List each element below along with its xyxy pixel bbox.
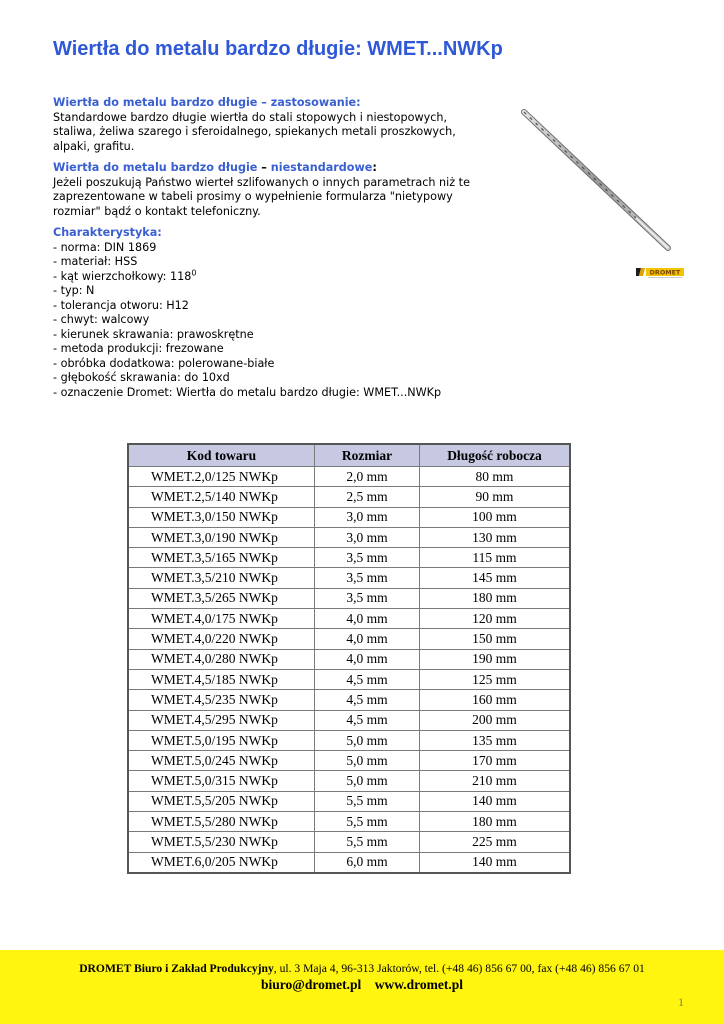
usage-text: Standardowe bardzo długie wiertła do stali stopowych i niestopowych, staliwa, żeliwa szarego i sferoidalnego, spiekanych metali proszkowych, alpaki, grafitu.	[53, 110, 456, 153]
cell-code: WMET.4,0/220 NWKp	[128, 629, 315, 649]
cell-code: WMET.3,0/190 NWKp	[128, 527, 315, 547]
footer-contact-line	[0, 977, 724, 993]
cell-size: 3,0 mm	[315, 507, 420, 527]
footer-address: , ul. 3 Maja 4, 96-313 Jaktorów, tel. (+48 46) 856 67 00, fax (+48 46) 856 67 01	[273, 962, 645, 975]
characteristics-list	[53, 241, 493, 401]
cell-length: 130 mm	[420, 527, 571, 547]
char-item-type: - typ: N	[53, 284, 95, 297]
cell-code: WMET.4,5/235 NWKp	[128, 690, 315, 710]
cell-length: 170 mm	[420, 751, 571, 771]
cell-size: 3,5 mm	[315, 548, 420, 568]
table-row	[128, 812, 570, 832]
cell-length: 180 mm	[420, 812, 571, 832]
cell-size: 4,0 mm	[315, 609, 420, 629]
usage-section	[53, 96, 493, 154]
table-row	[128, 588, 570, 608]
cell-size: 5,0 mm	[315, 730, 420, 750]
logo-text: DROMET	[649, 268, 681, 277]
page-title: Wiertła do metalu bardzo długie: WMET...NWKp	[53, 38, 503, 60]
char-item-norm: - norma: DIN 1869	[53, 240, 157, 254]
cell-size: 4,0 mm	[315, 649, 420, 669]
cell-size: 2,0 mm	[315, 467, 420, 487]
cell-size: 5,0 mm	[315, 771, 420, 791]
cell-code: WMET.4,0/280 NWKp	[128, 649, 315, 669]
header-code: Kod towaru	[128, 444, 315, 467]
cell-length: 150 mm	[420, 629, 571, 649]
cell-size: 5,5 mm	[315, 832, 420, 852]
cell-length: 100 mm	[420, 507, 571, 527]
table-row	[128, 507, 570, 527]
nonstandard-heading-b: niestandardowe	[270, 161, 373, 174]
char-item-depth: - głębokość skrawania: do 10xd	[53, 371, 230, 384]
table-row	[128, 852, 570, 873]
cell-size: 5,5 mm	[315, 812, 420, 832]
cell-code: WMET.3,5/265 NWKp	[128, 588, 315, 608]
cell-size: 6,0 mm	[315, 852, 420, 873]
table-row	[128, 730, 570, 750]
char-item-material: - materiał: HSS	[53, 255, 138, 268]
table-row	[128, 690, 570, 710]
cell-size: 3,5 mm	[315, 568, 420, 588]
table-body	[128, 467, 570, 873]
cell-length: 125 mm	[420, 669, 571, 689]
cell-code: WMET.4,5/185 NWKp	[128, 669, 315, 689]
cell-size: 5,0 mm	[315, 751, 420, 771]
product-table	[127, 443, 571, 874]
cell-code: WMET.4,5/295 NWKp	[128, 710, 315, 730]
table-row	[128, 568, 570, 588]
footer-website[interactable]: www.dromet.pl	[374, 977, 463, 992]
cell-code: WMET.6,0/205 NWKp	[128, 852, 315, 873]
header-size: Rozmiar	[315, 444, 420, 467]
nonstandard-heading	[53, 161, 493, 176]
footer-company: DROMET Biuro i Zakład Produkcyjny	[79, 962, 274, 975]
cell-code: WMET.5,0/315 NWKp	[128, 771, 315, 791]
usage-heading: Wiertła do metalu bardzo długie – zastosowanie:	[53, 96, 361, 109]
table-header-row	[128, 444, 570, 467]
nonstandard-heading-a: Wiertła do metalu bardzo długie	[53, 161, 258, 174]
table-row	[128, 669, 570, 689]
table-row	[128, 548, 570, 568]
cell-code: WMET.3,0/150 NWKp	[128, 507, 315, 527]
cell-code: WMET.5,5/280 NWKp	[128, 812, 315, 832]
description-block	[53, 96, 493, 407]
cell-length: 160 mm	[420, 690, 571, 710]
table-row	[128, 629, 570, 649]
nonstandard-heading-dash: –	[257, 161, 271, 174]
table-row	[128, 832, 570, 852]
table-row	[128, 527, 570, 547]
cell-length: 140 mm	[420, 791, 571, 811]
footer-email[interactable]: biuro@dromet.pl	[261, 977, 362, 992]
cell-code: WMET.5,0/195 NWKp	[128, 730, 315, 750]
char-item-designation: - oznaczenie Dromet: Wiertła do metalu bardzo długie: WMET...NWKp	[53, 385, 442, 399]
cell-size: 3,0 mm	[315, 527, 420, 547]
char-item-direction: - kierunek skrawania: prawoskrętne	[53, 327, 254, 341]
table-row	[128, 710, 570, 730]
footer-address-line	[0, 962, 724, 975]
cell-size: 2,5 mm	[315, 487, 420, 507]
table-row	[128, 487, 570, 507]
header-length: Długość robocza	[420, 444, 571, 467]
cell-length: 80 mm	[420, 467, 571, 487]
dromet-logo	[636, 265, 686, 279]
cell-code: WMET.5,5/230 NWKp	[128, 832, 315, 852]
cell-size: 4,0 mm	[315, 629, 420, 649]
char-item-tolerance: - tolerancja otworu: H12	[53, 298, 189, 312]
cell-length: 135 mm	[420, 730, 571, 750]
characteristics-section	[53, 226, 493, 400]
cell-length: 90 mm	[420, 487, 571, 507]
char-item-angle	[53, 267, 493, 285]
page-footer	[0, 950, 724, 1024]
cell-length: 225 mm	[420, 832, 571, 852]
cell-size: 3,5 mm	[315, 588, 420, 608]
char-item-finish: - obróbka dodatkowa: polerowane-białe	[53, 356, 275, 370]
cell-size: 4,5 mm	[315, 690, 420, 710]
cell-length: 200 mm	[420, 710, 571, 730]
cell-code: WMET.4,0/175 NWKp	[128, 609, 315, 629]
cell-length: 115 mm	[420, 548, 571, 568]
cell-length: 140 mm	[420, 852, 571, 873]
cell-length: 190 mm	[420, 649, 571, 669]
cell-code: WMET.3,5/165 NWKp	[128, 548, 315, 568]
cell-size: 4,5 mm	[315, 710, 420, 730]
cell-code: WMET.3,5/210 NWKp	[128, 568, 315, 588]
char-item-shank: - chwyt: walcowy	[53, 313, 150, 326]
nonstandard-section	[53, 161, 493, 219]
cell-code: WMET.2,0/125 NWKp	[128, 467, 315, 487]
table-row	[128, 771, 570, 791]
table-row	[128, 751, 570, 771]
cell-size: 5,5 mm	[315, 791, 420, 811]
nonstandard-heading-colon: :	[372, 161, 377, 174]
cell-size: 4,5 mm	[315, 669, 420, 689]
table-row	[128, 609, 570, 629]
characteristics-heading: Charakterystyka:	[53, 226, 162, 239]
cell-length: 120 mm	[420, 609, 571, 629]
drill-bit-image	[518, 108, 678, 258]
cell-code: WMET.5,0/245 NWKp	[128, 751, 315, 771]
cell-length: 210 mm	[420, 771, 571, 791]
char-item-angle-text: - kąt wierzchołkowy: 118	[53, 269, 192, 283]
cell-length: 145 mm	[420, 568, 571, 588]
cell-code: WMET.2,5/140 NWKp	[128, 487, 315, 507]
table-row	[128, 791, 570, 811]
cell-code: WMET.5,5/205 NWKp	[128, 791, 315, 811]
table-row	[128, 467, 570, 487]
angle-degree-superscript: 0	[191, 267, 197, 277]
nonstandard-text: Jeżeli poszukują Państwo wierteł szlifowanych o innych parametrach niż te zaprezentowane w tabeli prosimy o wypełnienie formularza "nietypowy rozmiar" bądź o kontakt telefoniczny.	[53, 175, 470, 218]
page-number: 1	[678, 995, 684, 1009]
table-row	[128, 649, 570, 669]
cell-length: 180 mm	[420, 588, 571, 608]
char-item-method: - metoda produkcji: frezowane	[53, 342, 224, 355]
